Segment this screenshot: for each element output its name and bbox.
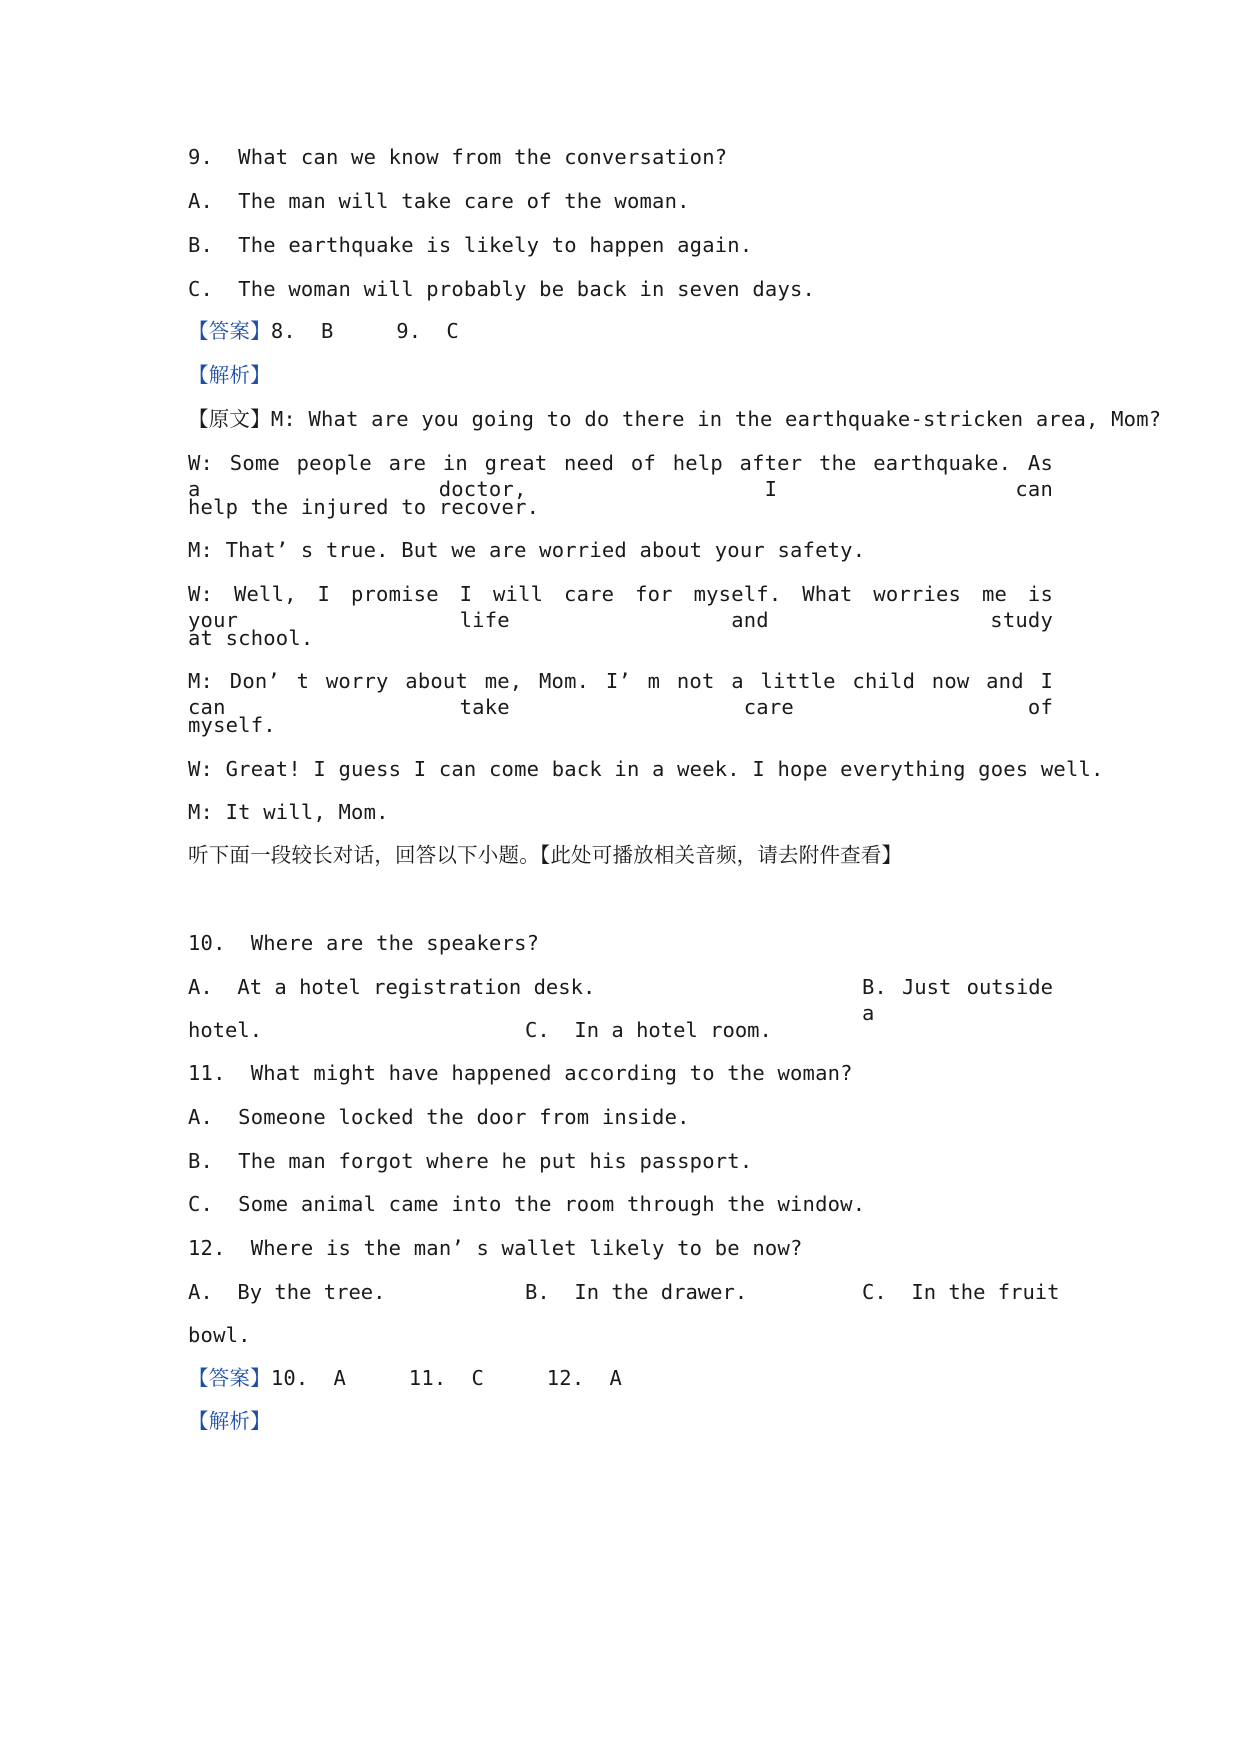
question-10-option-b: B. Just outside a bbox=[862, 975, 1053, 1025]
transcript-line-8: myself. bbox=[188, 713, 276, 737]
question-12-option-a: A. By the tree. bbox=[188, 1280, 386, 1304]
listening-instruction: 听下面一段较长对话，回答以下小题。【此处可播放相关音频，请去附件查看】 bbox=[188, 843, 903, 867]
question-12-stem: 12. Where is the man’ s wallet likely to be now? bbox=[188, 1236, 803, 1260]
answer-tag: 【答案】 bbox=[188, 319, 271, 343]
transcript-line-7: M: Don’ t worry about me, Mom. I’ m not a little child now and I can take care of bbox=[188, 669, 1053, 719]
question-11-option-a: A. Someone locked the door from inside. bbox=[188, 1105, 690, 1129]
transcript-line-1 bbox=[188, 406, 1162, 432]
question-10-option-c: C. In a hotel room. bbox=[525, 1018, 772, 1042]
answer-line-2 bbox=[188, 1365, 1053, 1391]
question-11-stem: 11. What might have happened according to the woman? bbox=[188, 1061, 853, 1085]
transcript-text-1: M: What are you going to do there in the earthquake-stricken area, Mom? bbox=[270, 407, 1162, 431]
question-10-options-row bbox=[188, 974, 1053, 1025]
question-11-option-c: C. Some animal came into the room through the window. bbox=[188, 1192, 866, 1216]
transcript-line-10: M: It will, Mom. bbox=[188, 800, 389, 824]
analysis-line-2 bbox=[188, 1408, 1053, 1434]
answer-values: 8. B 9. C bbox=[270, 319, 459, 343]
question-12-options-row bbox=[188, 1279, 1060, 1305]
transcript-line-3: help the injured to recover. bbox=[188, 495, 540, 519]
question-9-option-b: B. The earthquake is likely to happen again. bbox=[188, 233, 753, 257]
answer-values: 10. A 11. C 12. A bbox=[270, 1366, 622, 1390]
analysis-tag: 【解析】 bbox=[188, 363, 271, 387]
question-9-option-c: C. The woman will probably be back in seven days. bbox=[188, 277, 816, 301]
question-11-option-b: B. The man forgot where he put his passport. bbox=[188, 1149, 753, 1173]
analysis-line-1 bbox=[188, 362, 1053, 388]
transcript-line-5: W: Well, I promise I will care for myself. What worries me is your life and study bbox=[188, 582, 1053, 632]
answer-line-1 bbox=[188, 318, 1053, 344]
transcript-line-9: W: Great! I guess I can come back in a week. I hope everything goes well. bbox=[188, 757, 1104, 781]
question-10-option-a: A. At a hotel registration desk. bbox=[188, 975, 596, 999]
question-12-option-b: B. In the drawer. bbox=[525, 1280, 748, 1304]
transcript-line-6: at school. bbox=[188, 626, 314, 650]
transcript-tag: 【原文】 bbox=[188, 407, 271, 431]
question-12-option-c-continued: bowl. bbox=[188, 1323, 251, 1347]
question-12-option-c: C. In the fruit bbox=[862, 1280, 1060, 1304]
question-9-option-a: A. The man will take care of the woman. bbox=[188, 189, 690, 213]
question-10-stem: 10. Where are the speakers? bbox=[188, 931, 540, 955]
transcript-line-4: M: That’ s true. But we are worried about your safety. bbox=[188, 538, 866, 562]
question-10-option-b-continued: hotel. bbox=[188, 1018, 263, 1042]
question-10-options-row-2 bbox=[188, 1017, 1053, 1043]
transcript-line-2: W: Some people are in great need of help after the earthquake. As a doctor, I can bbox=[188, 451, 1053, 501]
analysis-tag: 【解析】 bbox=[188, 1409, 271, 1433]
answer-tag: 【答案】 bbox=[188, 1366, 271, 1390]
question-9-stem: 9. What can we know from the conversation? bbox=[188, 145, 728, 169]
